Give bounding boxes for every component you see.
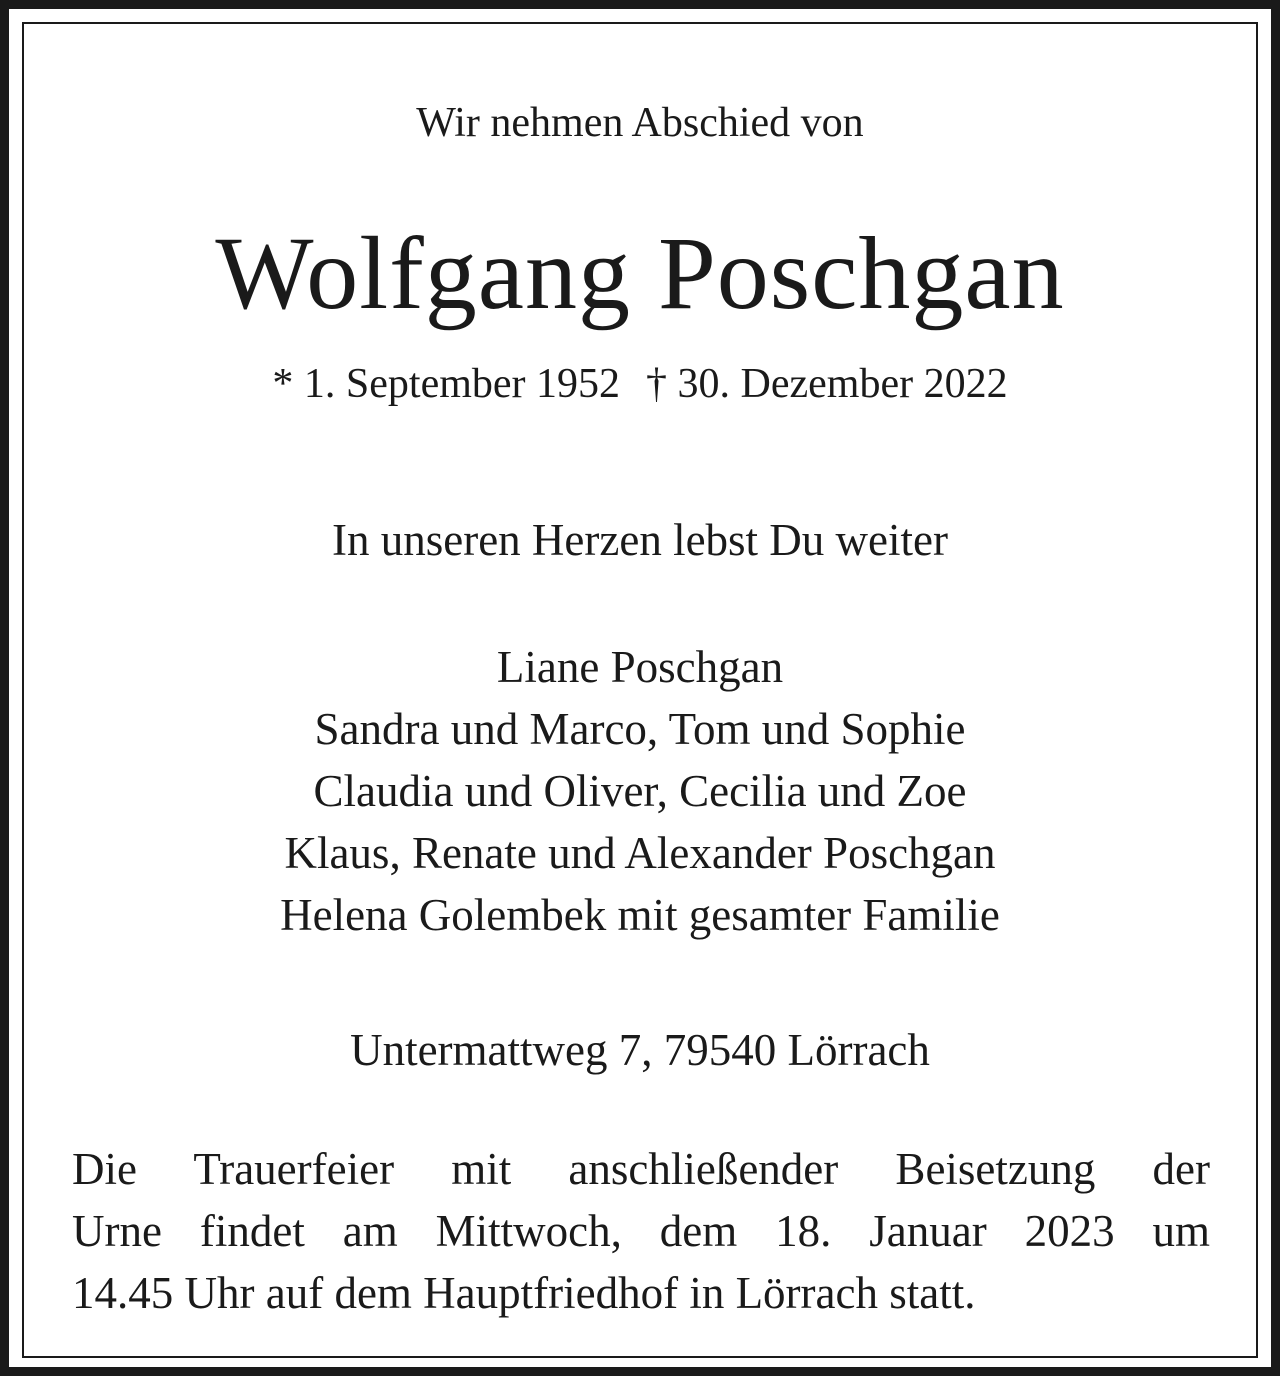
mourner-line: Claudia und Oliver, Cecilia und Zoe <box>313 766 967 816</box>
motto-text: In unseren Herzen lebst Du weiter <box>331 515 948 565</box>
birth-date: * 1. September 1952 <box>272 361 621 407</box>
ceremony-line: 14.45 Uhr auf dem Hauptfriedhof in Lörrach statt. <box>72 1268 976 1318</box>
mourners-list <box>0 636 1280 946</box>
ceremony-line: Urne findet am Mittwoch, dem 18. Januar 2023 um <box>72 1206 1210 1256</box>
ceremony-line: Die Trauerfeier mit anschließender Beisetzung der <box>72 1144 1210 1194</box>
mourner-line: Klaus, Renate und Alexander Poschgan <box>284 828 996 878</box>
deceased-name: Wolfgang Poschgan <box>215 216 1065 331</box>
address-text: Untermattweg 7, 79540 Lörrach <box>350 1025 930 1075</box>
death-date: † 30. Dezember 2022 <box>646 361 1008 407</box>
intro-text: Wir nehmen Abschied von <box>416 100 864 146</box>
mourner-line: Helena Golembek mit gesamter Familie <box>280 890 1000 940</box>
life-dates <box>0 363 1280 405</box>
mourner-line: Sandra und Marco, Tom und Sophie <box>314 704 966 754</box>
ceremony-paragraph <box>72 1138 1210 1324</box>
mourner-line: Liane Poschgan <box>496 642 784 692</box>
